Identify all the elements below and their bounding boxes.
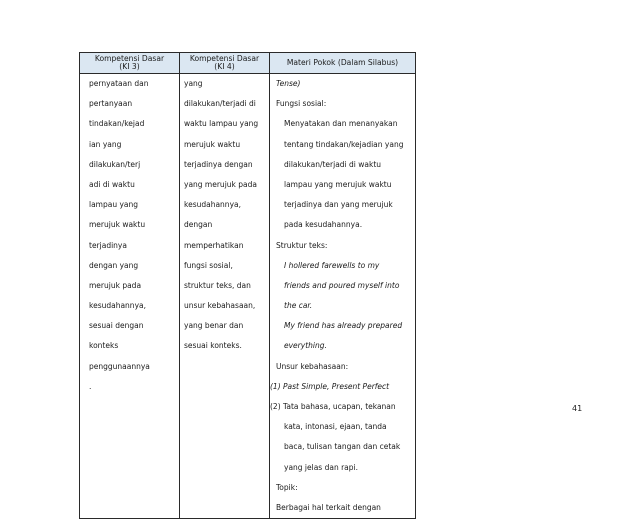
text-line: struktur teks, dan [184,280,251,290]
text-line: Fungsi sosial: [276,99,327,109]
text-line: kesudahannya, [89,301,146,311]
text-line: the car. [284,301,313,311]
text-line: terjadinya dengan [184,159,253,169]
kd-ki3-text [80,74,179,397]
text-line: merujuk waktu [89,220,146,230]
text-line: dilakukan/terj [89,159,141,169]
header-materi-pokok [270,53,416,74]
text-line: My friend has already prepared [284,321,403,331]
text-line: merujuk waktu [184,139,241,149]
header-kd-ki3 [80,53,180,74]
text-line: yang benar dan [184,321,244,331]
text-line: . [89,381,92,391]
text-line: Topik: [276,482,298,492]
text-line: dilakukan/terjadi di [184,99,256,109]
text-line: pada kesudahannya. [284,220,363,230]
text-line: Struktur teks: [276,240,328,250]
text-line: unsur kebahasaan, [184,301,256,311]
text-line: tentang tindakan/kejadian yang [284,139,404,149]
text-line: yang merujuk pada [184,179,257,189]
header-kd-ki3-line2: (KI 3) [119,62,140,71]
text-line: Tense) [276,79,301,88]
text-line: terjadinya [89,240,127,250]
text-line: ian yang [89,139,122,149]
text-line: adi di waktu [89,179,135,189]
header-kd-ki4 [180,53,270,74]
text-line: pertanyaan [89,99,133,109]
text-line: I hollered farewells to my [284,260,380,270]
text-line: Berbagai hal terkait dengan [276,502,381,512]
text-line: waktu lampau yang [184,119,259,129]
text-line: friends and poured myself into [284,280,400,290]
text-line: baca, tulisan tangan dan cetak [284,442,401,452]
text-line: kata, intonasi, ejaan, tanda [284,422,387,432]
text-line: Unsur kebahasaan: [276,361,349,371]
text-line: sesuai dengan [89,321,144,331]
header-kd-ki3-line1: Kompetensi Dasar [94,53,165,63]
text-line: yang [184,79,203,88]
text-line: kesudahannya, [184,200,241,210]
text-line: Menyatakan dan menanyakan [284,119,398,129]
kd-ki4-text [180,74,269,357]
text-line: (2) Tata bahasa, ucapan, tekanan [270,402,396,411]
text-line: dengan [184,220,213,230]
text-line: tindakan/kejad [89,119,145,129]
header-kd-ki4-line2: (KI 4) [214,62,235,71]
text-line: fungsi sosial, [184,260,233,270]
text-line: lampau yang merujuk waktu [284,179,392,189]
text-line: everything. [284,341,327,351]
text-line: penggunaannya [89,361,150,371]
text-line: (1) Past Simple, Present Perfect [270,381,390,391]
text-line: pernyataan dan [89,79,149,88]
page-number: 41 [572,404,583,413]
text-line: konteks [89,341,119,351]
text-line: lampau yang [89,200,139,210]
text-line: yang jelas dan rapi. [284,462,359,472]
header-materi-pokok-text: Materi Pokok (Dalam Silabus) [286,57,399,67]
text-line: terjadinya dan yang merujuk [284,200,393,210]
text-line: merujuk pada [89,280,142,290]
text-line: sesuai konteks. [184,341,242,351]
table-header-row [80,53,416,74]
header-kd-ki4-line1: Kompetensi Dasar [189,53,260,63]
syllabus-table [79,52,416,519]
text-line: dengan yang [89,260,139,270]
text-line: memperhatikan [184,240,244,250]
text-line: dilakukan/terjadi di waktu [284,159,382,169]
